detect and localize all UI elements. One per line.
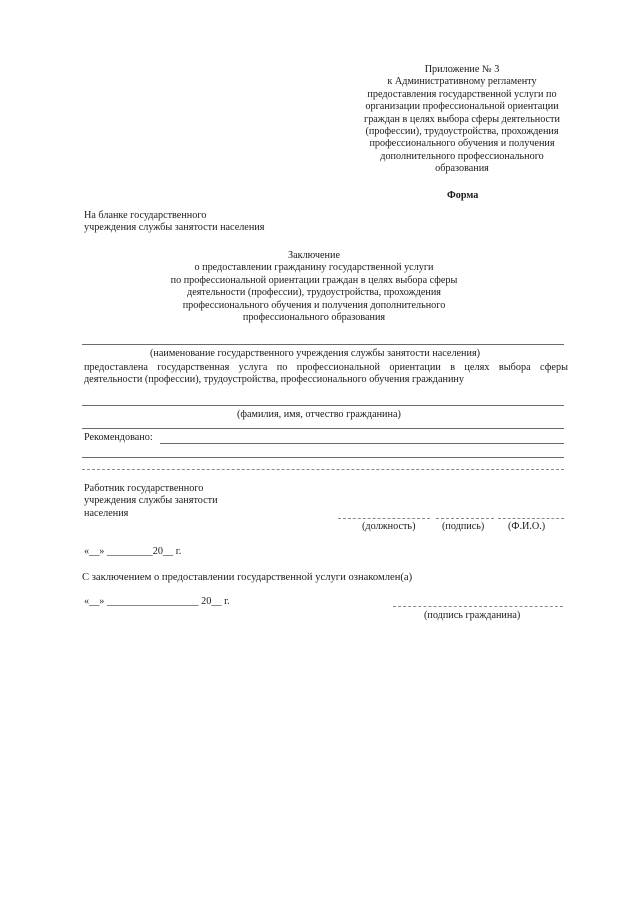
title-line: деятельности (профессии), трудоустройства, прохождения <box>187 287 441 299</box>
signature-field-line <box>436 518 494 519</box>
appendix-block <box>348 64 576 176</box>
recommendation-line-3 <box>82 469 564 470</box>
title-line: профессионального обучения и получения дополнительного <box>182 299 446 311</box>
worker-block <box>84 483 218 520</box>
pre-recommended-line <box>82 428 564 429</box>
date-line-2: «__» __________________ 20__ г. <box>84 596 230 607</box>
letterhead-line: учреждения службы занятости населения <box>84 222 265 234</box>
body-line: предоставлена государственная услуга по профессиональной ориентации в целях выбора сферы <box>84 362 568 373</box>
citizen-signature-caption: (подпись гражданина) <box>424 610 521 621</box>
form-label: Форма <box>447 190 479 201</box>
position-caption: (должность) <box>362 521 416 532</box>
worker-line: населения <box>84 507 129 519</box>
service-text <box>84 362 568 387</box>
document-title <box>150 250 478 324</box>
appendix-line: (профессии), трудоустройства, прохождения <box>365 126 559 138</box>
appendix-line: образования <box>435 163 489 175</box>
fio-field-line <box>498 518 564 519</box>
recommended-line <box>160 443 564 444</box>
worker-line: учреждения службы занятости <box>84 495 218 507</box>
citizen-caption: (фамилия, имя, отчество гражданина) <box>237 409 401 420</box>
title-line: Заключение <box>288 250 340 261</box>
recommended-label: Рекомендовано: <box>84 432 153 443</box>
appendix-line: предоставления государственной услуги по <box>367 88 557 100</box>
citizen-signature-line <box>393 606 563 607</box>
title-line: профессионального образования <box>242 312 386 324</box>
recommendation-line-2 <box>82 457 564 458</box>
body-line: деятельности (профессии), трудоустройства, профессионального обучения гражданину <box>84 374 464 386</box>
title-line: по профессиональной ориентации граждан в целях выбора сферы <box>170 274 458 286</box>
date-line-1: «__» _________20__ г. <box>84 546 182 557</box>
acquainted-text: С заключением о предоставлении государственной услуги ознакомлен(а) <box>82 572 413 583</box>
title-line: о предоставлении гражданину государственной услуги <box>194 262 434 274</box>
fio-caption: (Ф.И.О.) <box>508 521 546 532</box>
citizen-name-line <box>82 405 564 406</box>
appendix-line: дополнительного профессионального <box>380 150 544 162</box>
letterhead-line: На бланке государственного <box>84 210 207 221</box>
appendix-line: к Административному регламенту <box>387 76 537 88</box>
worker-line: Работник государственного <box>84 483 204 494</box>
letterhead-block <box>84 210 264 235</box>
appendix-line: организации профессиональной ориентации <box>365 101 559 113</box>
appendix-line: граждан в целях выбора сферы деятельности <box>364 113 560 125</box>
appendix-line: Приложение № 3 <box>424 64 500 75</box>
appendix-line: профессионального обучения и получения <box>369 138 555 150</box>
position-field-line <box>338 518 430 519</box>
institution-caption: (наименование государственного учреждения службы занятости населения) <box>150 348 481 359</box>
signature-caption: (подпись) <box>442 521 485 532</box>
institution-name-line <box>82 344 564 345</box>
